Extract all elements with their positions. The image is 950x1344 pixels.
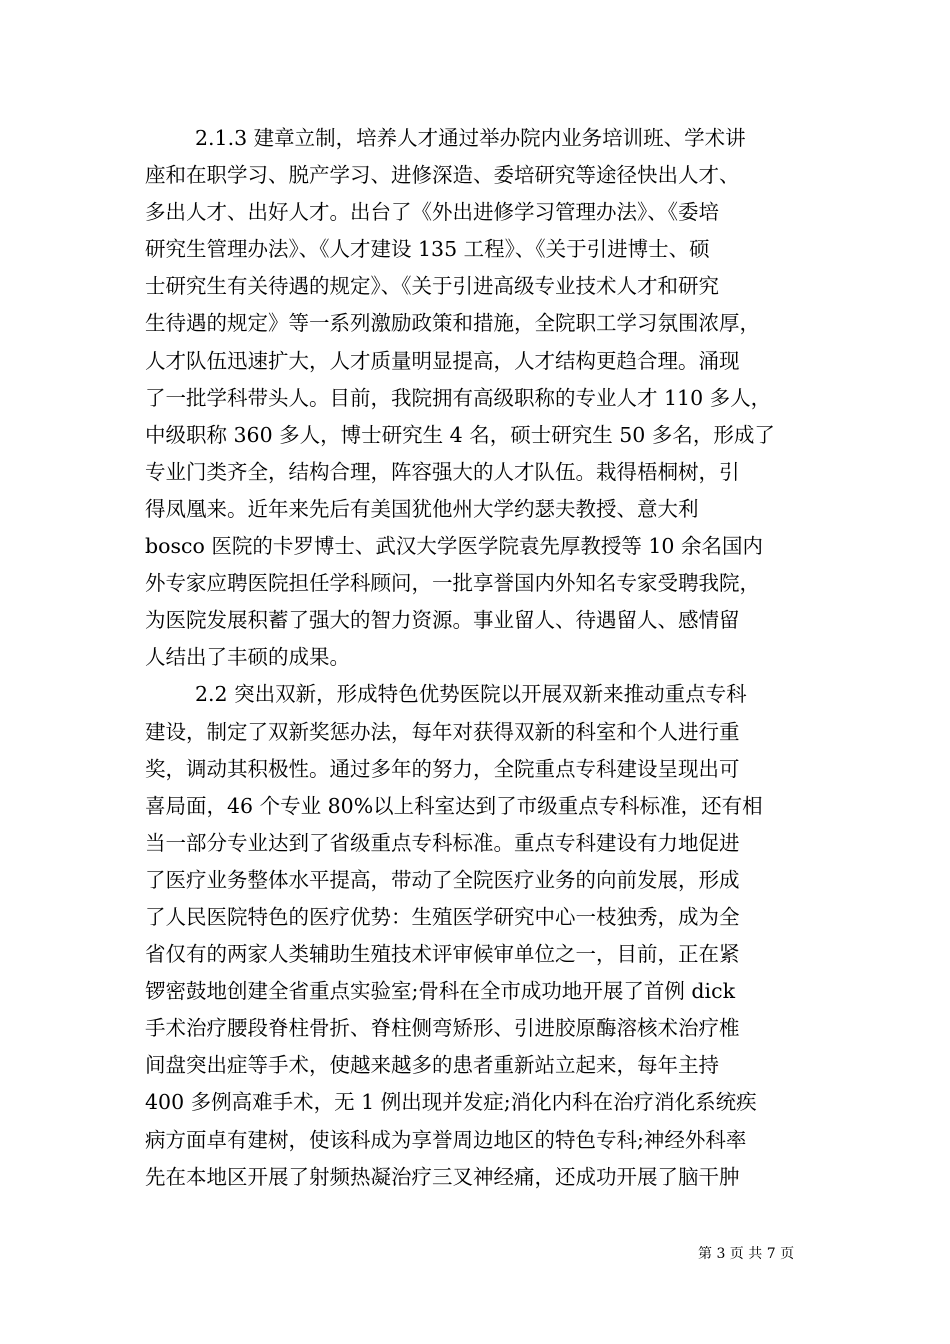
body-text: [145, 120, 810, 1196]
paragraph-line: 人结出了丰硕的成果。: [145, 645, 350, 670]
paragraph-line: 外专家应聘医院担任学科顾问，一批享誉国内外知名专家受聘我院，: [145, 571, 760, 596]
paragraph-line: 2.1.3 建章立制，培养人才通过举办院内业务培训班、学术讲: [195, 126, 746, 150]
paragraph-line: bosco 医院的卡罗博士、武汉大学医学院袁先厚教授等 10 余名国内: [145, 534, 763, 559]
paragraph-line: 手术治疗腰段脊柱骨折、脊柱侧弯矫形、引进胶原酶溶核术治疗椎: [145, 1016, 740, 1041]
paragraph-line: 了一批学科带头人。目前，我院拥有高级职称的专业人才 110 多人，: [145, 385, 772, 410]
page-number: 第 3 页 共 7 页: [698, 1246, 795, 1262]
paragraph-line: 间盘突出症等手术，使越来越多的患者重新站立起来，每年主持: [145, 1053, 719, 1078]
paragraph-line: 了人民医院特色的医疗优势：生殖医学研究中心一枝独秀，成为全: [145, 904, 740, 929]
paragraph-line: 生待遇的规定》等一系列激励政策和措施，全院职工学习氛围浓厚，: [145, 311, 760, 336]
paragraph-line: 病方面卓有建树，使该科成为享誉周边地区的特色专科;神经外科率: [145, 1127, 747, 1152]
paragraph-line: 中级职称 360 多人，博士研究生 4 名，硕士研究生 50 多名，形成了: [145, 422, 775, 447]
paragraph-line: 人才队伍迅速扩大，人才质量明显提高，人才结构更趋合理。涌现: [145, 348, 740, 373]
paragraph-line: 了医疗业务整体水平提高，带动了全院医疗业务的向前发展，形成: [145, 867, 740, 892]
paragraph-line: 400 多例高难手术，无 1 例出现并发症;消化内科在治疗消化系统疾: [145, 1090, 757, 1115]
paragraph-line: 2.2 突出双新，形成特色优势医院以开展双新来推动重点专科: [195, 682, 747, 707]
paragraph-line: 为医院发展积蓄了强大的智力资源。事业留人、待遇留人、感情留: [145, 608, 740, 633]
paragraph-line: 座和在职学习、脱产学习、进修深造、委培研究等途径快出人才、: [145, 163, 740, 188]
paragraph-line: 得凤凰来。近年来先后有美国犹他州大学约瑟夫教授、意大利: [145, 496, 699, 521]
paragraph-line: 建设，制定了双新奖惩办法，每年对获得双新的科室和个人进行重: [145, 719, 740, 744]
paragraph-line: 士研究生有关待遇的规定》、《关于引进高级专业技术人才和研究: [145, 274, 719, 299]
paragraph-line: 当一部分专业达到了省级重点专科标准。重点专科建设有力地促进: [145, 830, 740, 855]
paragraph-line: 先在本地区开展了射频热凝治疗三叉神经痛，还成功开展了脑干肿: [145, 1164, 740, 1189]
paragraph-line: 省仅有的两家人类辅助生殖技术评审候审单位之一，目前，正在紧: [145, 942, 740, 967]
paragraph-line: 多出人才、出好人才。出台了《外出进修学习管理办法》、《委培: [145, 200, 719, 225]
paragraph-line: 专业门类齐全，结构合理，阵容强大的人才队伍。栽得梧桐树，引: [145, 459, 740, 484]
paragraph-line: 研究生管理办法》、《人才建设 135 工程》、《关于引进博士、硕: [145, 237, 710, 262]
paragraph-line: 锣密鼓地创建全省重点实验室;骨科在全市成功地开展了首例 dick: [145, 979, 736, 1004]
paragraph-line: 喜局面，46 个专业 80%以上科室达到了市级重点专科标准，还有相: [145, 793, 763, 818]
paragraph-line: 奖，调动其积极性。通过多年的努力，全院重点专科建设呈现出可: [145, 756, 740, 781]
